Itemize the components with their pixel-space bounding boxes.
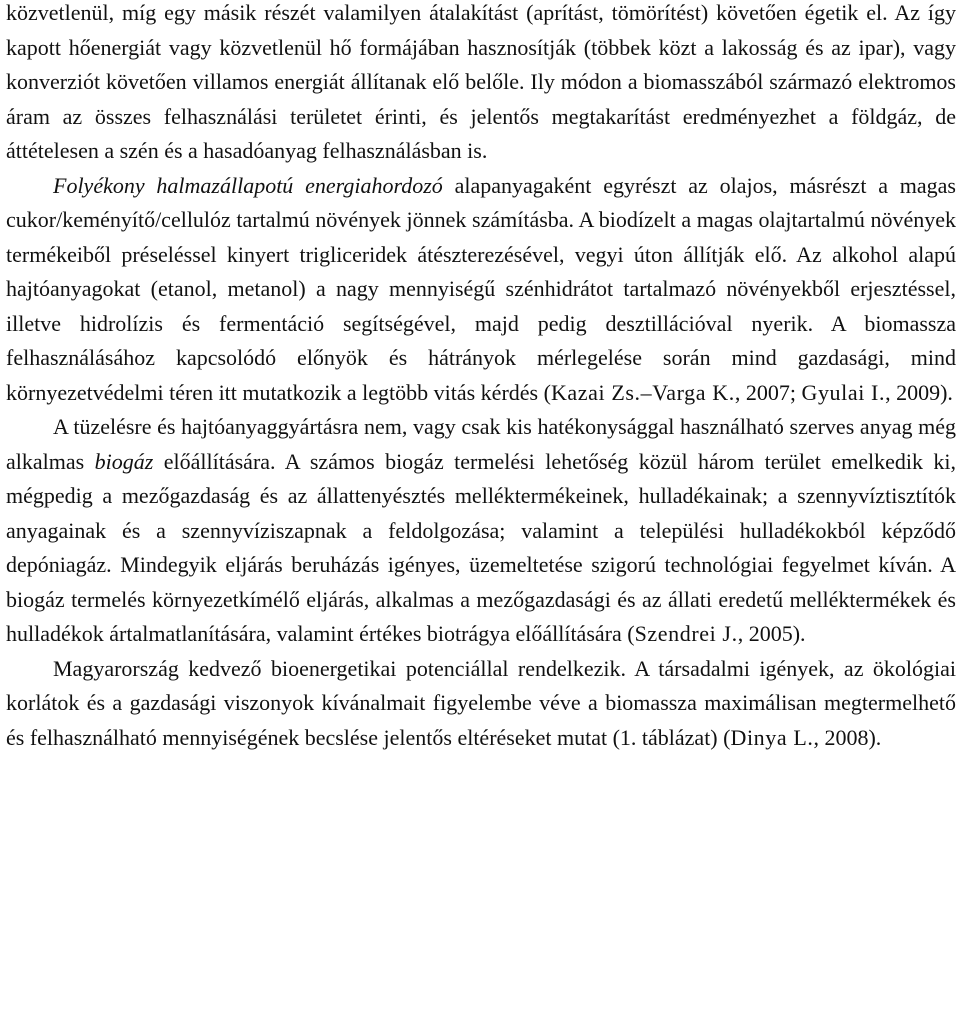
paragraph-biomass-combustion bbox=[6, 0, 956, 169]
text-segment: alapanyagaként egyrészt az olajos, másrészt a magas cukor/keményítő/cellulóz tartalmú növények jönnek számításba. A biodízelt a magas olajtartalmú növények termékeiből préseléssel kinyert trigliceridek átészterezésével, vegyi úton állítják elő. Az alkohol alapú hajtóanyagokat (etanol, metanol) a nagy mennyiségű szénhidrátot tartalmazó növényekből erjesztéssel, illetve hidrolízis és fermentáció segítségével, majd pedig desztillációval nyerik. A biomassza felhasználásához kapcsolódó előnyök és hátrányok mérlegelése során mind gazdasági, mind környezetvédelmi téren itt mutatkozik a legtöbb vitás kérdés ( bbox=[6, 172, 956, 405]
text-segment: , 2009). bbox=[885, 379, 953, 405]
citation-author: Szendrei J. bbox=[634, 621, 738, 646]
text-segment: , 2008). bbox=[813, 724, 882, 750]
text-segment: előállítására. A számos biogáz termelési lehetőség közül három terület emelkedik ki, mégpedig a mezőgazdaság és az állattenyésztés melléktermékeinek, hulladékainak; a szennyvíztisztítók anyagainak és a szennyvíziszapnak a feldolgozása; valamint a települési hulladékokból képződő depóniagáz. Mindegyik eljárás beruházás igényes, üzemeltetése szigorú technológiai fegyelmet kíván. A biogáz termelés környezetkímélő eljárás, alkalmas a mezőgazdasági és az állati eredetű melléktermékek és hulladékok ártalmatlanítására, valamint értékes biotrágya előállítására ( bbox=[6, 448, 956, 646]
citation-author: Kazai Zs.–Varga K. bbox=[550, 379, 735, 405]
text-segment: Magyarország kedvező bioenergetikai potenciállal rendelkezik. A társadalmi igények, az ökológiai korlátok és a gazdasági viszonyok kívánalmait figyelembe véve a biomassza maximálisan megtermelhető és felhasználható mennyiségének becslése jelentős eltéréseket mutat (1. táblázat) ( bbox=[6, 655, 956, 750]
text-segment: , 2005). bbox=[737, 621, 806, 646]
text-segment-italic: biogáz bbox=[94, 448, 154, 474]
paragraph-biogas bbox=[6, 410, 956, 652]
text-segment: , 2007; bbox=[734, 379, 802, 405]
text-segment: A tüzelésre és hajtóanyaggyártásra nem, vagy csak kis hatékonysággal használható szerves anyag még alkalmas bbox=[6, 414, 956, 474]
text-segment: közvetlenül, míg egy másik részét valamilyen átalakítást (aprítást, tömörítést) követően égetik el. Az így kapott hőenergiát vagy közvetlenül hő formájában hasznosítják (többek közt a lakosság és az ipar), vagy konverziót követően villamos energiát állítanak elő belőle. Ily módon a biomasszából származó elektromos áram az összes felhasználási területet érinti, és jelentős megtakarítást eredményezhet a földgáz, de áttételesen a szén és a hasadóanyag felhasználásban is. bbox=[6, 0, 956, 163]
paragraph-hungary-potential bbox=[6, 652, 956, 756]
citation-author: Gyulai I. bbox=[801, 379, 886, 405]
citation-author: Dinya L. bbox=[730, 724, 814, 750]
text-segment-italic: Folyékony halmazállapotú energiahordozó bbox=[53, 172, 443, 198]
paragraph-liquid-fuels bbox=[6, 169, 956, 411]
